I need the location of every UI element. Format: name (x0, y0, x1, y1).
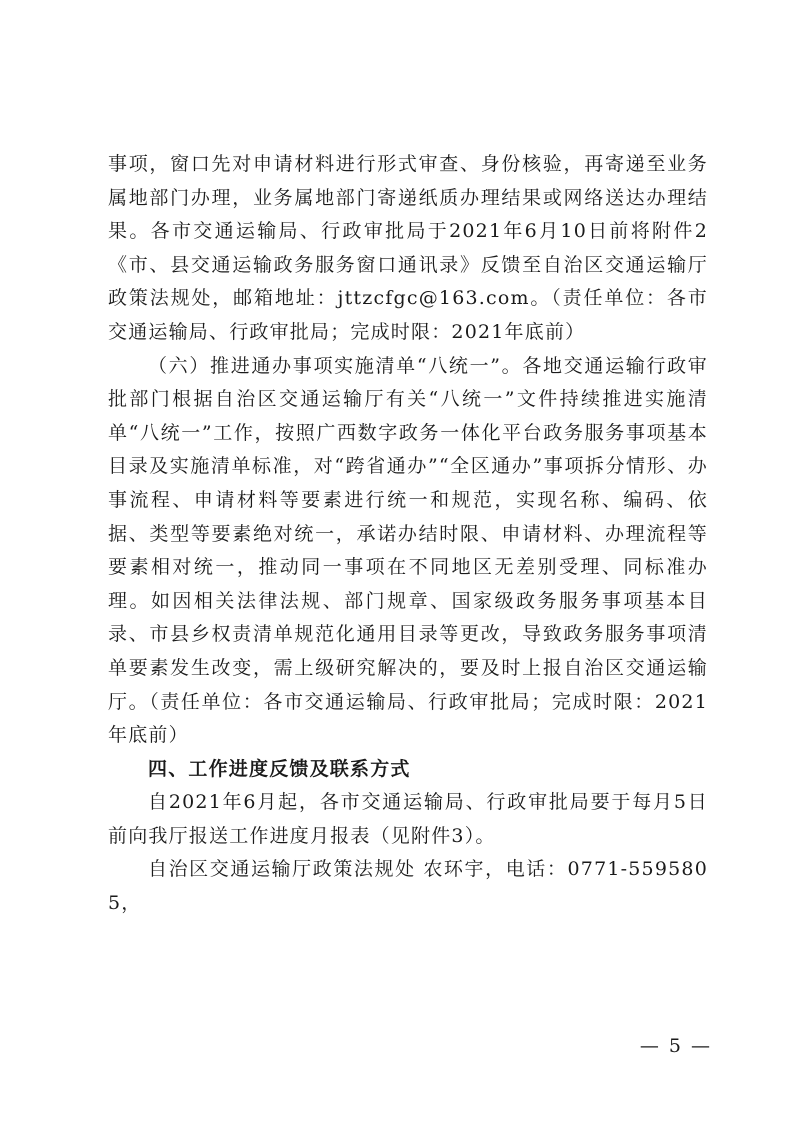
document-body (108, 148, 708, 921)
paragraph-progress-report: 自2021年6月起，各市交通运输局、行政审批局要于每月5日前向我厅报送工作进度月报表（见附件3）。 (108, 791, 708, 847)
paragraph-continuation: 事项，窗口先对申请材料进行形式审查、身份核验，再寄递至业务属地部门办理，业务属地部门寄递纸质办理结果或网络送达办理结果。各市交通运输局、行政审批局于2021年6月10日前将附件2《市、县交通运输政务服务窗口通讯录》反馈至自治区交通运输厅政策法规处，邮箱地址：jttzcfgc@163.com。（责任单位：各市交通运输局、行政审批局；完成时限：2021年底前） (108, 153, 708, 343)
paragraph-contact: 自治区交通运输厅政策法规处 农环宇，电话：0771-5595805， (108, 858, 708, 915)
section-heading-four: 四、工作进度反馈及联系方式 (148, 757, 411, 780)
page-number: — 5 — (639, 1035, 712, 1057)
paragraph-section-six: （六）推进通办事项实施清单“八统一”。各地交通运输行政审批部门根据自治区交通运输厅有关“八统一”文件持续推进实施清单“八统一”工作，按照广西数字政务一体化平台政务服务事项基本目录及实施清单标准，对“跨省通办”“全区通办”事项拆分情形、办事流程、申请材料等要素进行统一和规范，实现名称、编码、依据、类型等要素绝对统一，承诺办结时限、申请材料、办理流程等要素相对统一，推动同一事项在不同地区无差别受理、同标准办理。如因相关法律法规、部门规章、国家级政务服务事项基本目录、市县乡权责清单规范化通用目录等更改，导致政务服务事项清单要素发生改变，需上级研究解决的，要及时上报自治区交通运输厅。（责任单位：各市交通运输局、行政审批局；完成时限：2021年底前） (108, 354, 708, 747)
